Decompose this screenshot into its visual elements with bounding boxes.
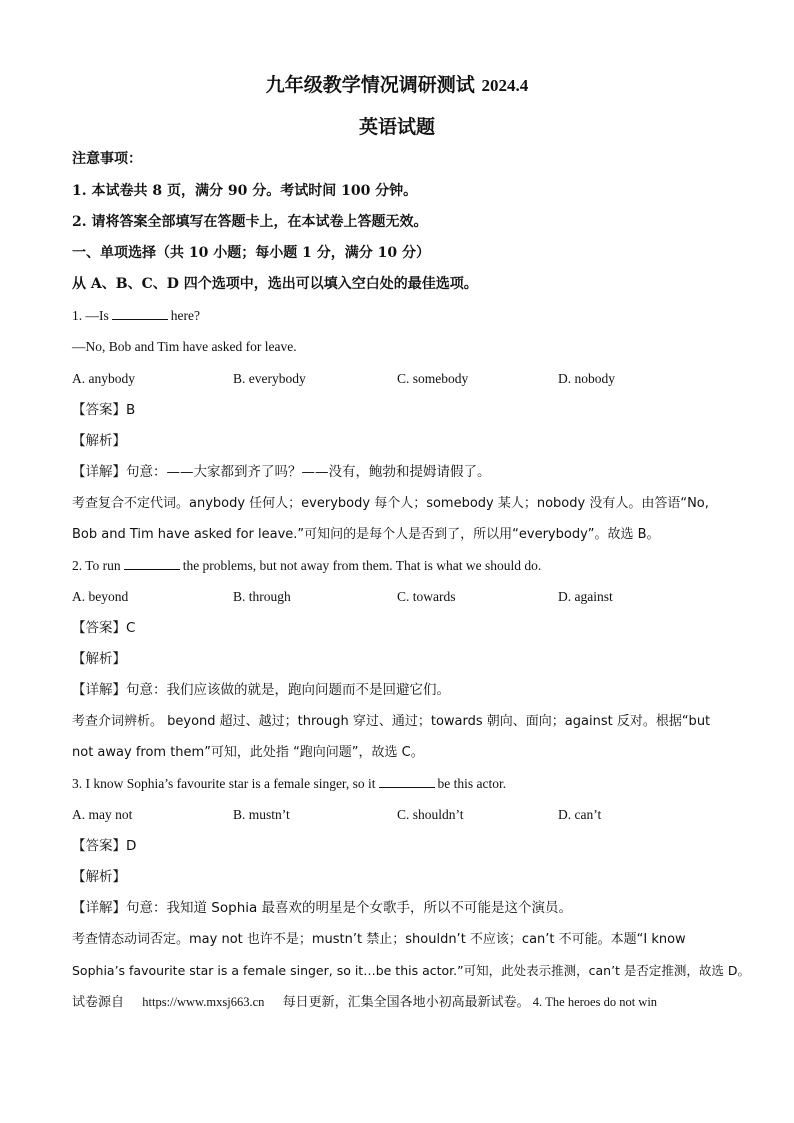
question-1-option-b: B. everybody	[233, 371, 306, 386]
question-2-option-c: C. towards	[397, 589, 456, 604]
question-2-detail: 【详解】句意：我们应该做的就是，跑向问题而不是回避它们。	[72, 682, 450, 698]
question-3-detail: 【详解】句意：我知道 Sophia 最喜欢的明星是个女歌手，所以不可能是这个演员。	[72, 900, 573, 916]
source-url-link[interactable]: https://www.mxsj663.cn	[142, 995, 265, 1009]
question-3-option-b: B. mustn’t	[233, 807, 290, 822]
question-1-stem: 1. —Is here?	[72, 308, 200, 323]
section-heading: 一、单项选择（共 10 小题；每小题 1 分，满分 10 分）	[72, 245, 430, 261]
question-1-explain-1: 考查复合不定代词。anybody 任何人；everybody 每个人；somebody 某人；nobody 没有人。由答语“No,	[72, 496, 709, 511]
exam-title-year: 2024.4	[481, 76, 529, 95]
question-3-explain-2: Sophia’s favourite star is a female singer, so it…be this actor.”可知，此处表示推测，can’t 是否定推测，故选 D。	[72, 963, 751, 978]
notes-item-2: 2. 请将答案全部填写在答题卡上，在本试卷上答题无效。	[72, 214, 428, 230]
answer-blank	[124, 557, 180, 570]
question-1-reply: —No, Bob and Tim have asked for leave.	[72, 339, 297, 354]
question-2-option-a: A. beyond	[72, 589, 129, 604]
question-3-explain-1: 考查情态动词否定。may not 也许不是；mustn’t 禁止；shouldn’t 不应该；can’t 不可能。本题“I know	[72, 932, 686, 947]
source-footer	[72, 993, 657, 1012]
exam-title	[0, 70, 794, 97]
question-3-option-a: A. may not	[72, 807, 133, 822]
question-3-stem: 3. I know Sophia’s favourite star is a female singer, so it be this actor.	[72, 776, 507, 791]
notes-heading: 注意事项：	[72, 151, 142, 167]
question-2-option-b: B. through	[233, 589, 291, 604]
question-1-option-d: D. nobody	[558, 371, 615, 386]
question-2-analysis-label: 【解析】	[72, 651, 126, 667]
source-label: 试卷源自	[72, 995, 125, 1010]
section-instruction: 从 A、B、C、D 四个选项中，选出可以填入空白处的最佳选项。	[72, 276, 478, 292]
exam-subtitle: 英语试题	[358, 116, 435, 138]
question-2-option-d: D. against	[558, 589, 613, 604]
question-3-answer: 【答案】D	[72, 838, 137, 854]
question-3-option-c: C. shouldn’t	[397, 807, 464, 822]
question-4-stem-start: 4. The heroes do not win	[532, 995, 658, 1009]
notes-item-1: 1. 本试卷共 8 页，满分 90 分。考试时间 100 分钟。	[72, 183, 418, 199]
question-2-answer: 【答案】C	[72, 620, 136, 636]
question-1-analysis-label: 【解析】	[72, 433, 126, 449]
question-1-option-a: A. anybody	[72, 371, 135, 386]
question-1-answer: 【答案】B	[72, 402, 136, 418]
question-2-explain-2: not away from them”可知，此处指 “跑向问题”，故选 C。	[72, 745, 424, 760]
question-2-stem: 2. To run the problems, but not away from them. That is what we should do.	[72, 558, 542, 573]
source-description: 每日更新，汇集全国各地小初高最新试卷。	[282, 995, 530, 1010]
question-2-explain-1: 考查介词辨析。 beyond 超过、越过；through 穿过、通过；towards 朝向、面向；against 反对。根据“but	[72, 714, 711, 729]
answer-blank	[379, 775, 435, 788]
question-3-option-d: D. can’t	[558, 807, 602, 822]
question-1-explain-2: Bob and Tim have asked for leave.”可知问的是每个人是否到了，所以用“everybody”。故选 B。	[72, 527, 660, 542]
question-3-analysis-label: 【解析】	[72, 869, 126, 885]
answer-blank	[112, 307, 168, 320]
question-1-option-c: C. somebody	[397, 371, 469, 386]
exam-title-main: 九年级教学情况调研测试	[265, 74, 475, 96]
question-1-detail: 【详解】句意：——大家都到齐了吗？——没有，鲍勃和提姆请假了。	[72, 464, 491, 480]
